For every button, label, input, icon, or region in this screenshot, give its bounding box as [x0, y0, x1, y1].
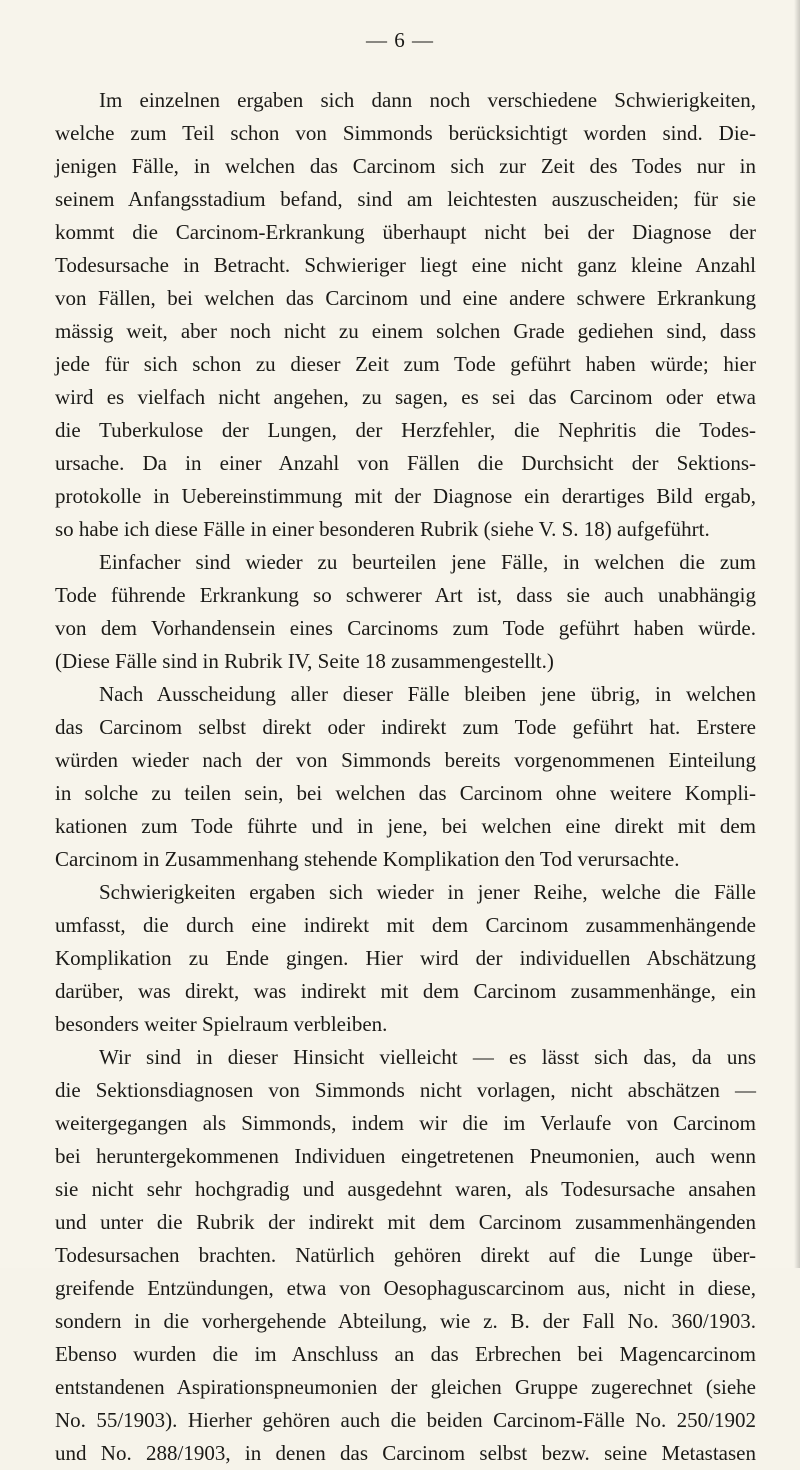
text-line: das Carcinom selbst direkt oder indirekt zum Tode geführt hat. Erstere	[55, 715, 756, 739]
text-line: Carcinom in Zusammenhang stehende Komplikation den Tod verursachte.	[55, 847, 680, 871]
text-line: Tode führende Erkrankung so schwerer Art ist, dass sie auch unabhängig	[55, 583, 756, 607]
text-line: Todesursache in Betracht. Schwieriger liegt eine nicht ganz kleine Anzahl	[55, 253, 756, 277]
text-line: so habe ich diese Fälle in einer besonderen Rubrik (siehe V. S. 18) aufgeführt.	[55, 517, 710, 541]
text-line: von Fällen, bei welchen das Carcinom und eine andere schwere Erkrankung	[55, 286, 756, 310]
text-line: entstandenen Aspirationspneumonien der gleichen Gruppe zugerechnet (siehe	[55, 1375, 756, 1399]
text-line: darüber, was direkt, was indirekt mit dem Carcinom zusammenhänge, ein	[55, 979, 756, 1003]
text-line: sie nicht sehr hochgradig und ausgedehnt waren, als Todesursache ansahen	[55, 1177, 756, 1201]
body-text	[55, 84, 756, 1470]
text-line: in solche zu teilen sein, bei welchen das Carcinom ohne weitere Kompli-	[55, 781, 756, 805]
text-line: Nach Ausscheidung aller dieser Fälle bleiben jene übrig, in welchen	[99, 682, 756, 706]
text-line: weitergegangen als Simmonds, indem wir die im Verlaufe von Carcinom	[55, 1111, 756, 1135]
text-line: kommt die Carcinom-Erkrankung überhaupt nicht bei der Diagnose der	[55, 220, 756, 244]
text-line: würden wieder nach der von Simmonds bereits vorgenommenen Einteilung	[55, 748, 756, 772]
text-line: (Diese Fälle sind in Rubrik IV, Seite 18 zusammengestellt.)	[55, 649, 554, 673]
text-line: No. 55/1903). Hierher gehören auch die beiden Carcinom-Fälle No. 250/1902	[55, 1408, 756, 1432]
text-line: Einfacher sind wieder zu beurteilen jene Fälle, in welchen die zum	[99, 550, 756, 574]
text-line: von dem Vorhandensein eines Carcinoms zum Tode geführt haben würde.	[55, 616, 756, 640]
text-line: Komplikation zu Ende gingen. Hier wird der individuellen Abschätzung	[55, 946, 756, 970]
text-line: sondern in die vorhergehende Abteilung, wie z. B. der Fall No. 360/1903.	[55, 1309, 756, 1333]
text-line: bei heruntergekommenen Individuen eingetretenen Pneumonien, auch wenn	[55, 1144, 756, 1168]
page-number: — 6 —	[366, 28, 434, 52]
text-line: und No. 288/1903, in denen das Carcinom selbst bezw. seine Metastasen	[55, 1441, 756, 1465]
text-line: Todesursachen brachten. Natürlich gehören direkt auf die Lunge über-	[55, 1243, 756, 1267]
text-line: greifende Entzündungen, etwa von Oesophaguscarcinom aus, nicht in diese,	[55, 1276, 756, 1300]
text-line: und unter die Rubrik der indirekt mit dem Carcinom zusammenhängenden	[55, 1210, 756, 1234]
text-line: jede für sich schon zu dieser Zeit zum Tode geführt haben würde; hier	[55, 352, 756, 376]
text-line: umfasst, die durch eine indirekt mit dem Carcinom zusammenhängende	[55, 913, 756, 937]
text-line: jenigen Fälle, in welchen das Carcinom sich zur Zeit des Todes nur in	[55, 154, 756, 178]
text-line: welche zum Teil schon von Simmonds berücksichtigt worden sind. Die-	[55, 121, 756, 145]
text-line: Ebenso wurden die im Anschluss an das Erbrechen bei Magencarcinom	[55, 1342, 756, 1366]
text-line: kationen zum Tode führte und in jene, bei welchen eine direkt mit dem	[55, 814, 756, 838]
text-line: besonders weiter Spielraum verbleiben.	[55, 1012, 388, 1036]
text-line: die Sektionsdiagnosen von Simmonds nicht vorlagen, nicht abschätzen —	[55, 1078, 756, 1102]
text-line: Schwierigkeiten ergaben sich wieder in jener Reihe, welche die Fälle	[99, 880, 756, 904]
text-line: protokolle in Uebereinstimmung mit der Diagnose ein derartiges Bild ergab,	[55, 484, 756, 508]
text-line: Wir sind in dieser Hinsicht vielleicht — es lässt sich das, da uns	[99, 1045, 756, 1069]
text-line: Im einzelnen ergaben sich dann noch verschiedene Schwierigkeiten,	[99, 88, 756, 112]
text-line: ursache. Da in einer Anzahl von Fällen die Durchsicht der Sektions-	[55, 451, 756, 475]
text-line: mässig weit, aber noch nicht zu einem solchen Grade gediehen sind, dass	[55, 319, 756, 343]
text-line: die Tuberkulose der Lungen, der Herzfehler, die Nephritis die Todes-	[55, 418, 756, 442]
page-edge-shadow	[794, 0, 800, 1268]
text-line: seinem Anfangsstadium befand, sind am leichtesten auszuscheiden; für sie	[55, 187, 756, 211]
text-line: wird es vielfach nicht angehen, zu sagen, es sei das Carcinom oder etwa	[55, 385, 756, 409]
